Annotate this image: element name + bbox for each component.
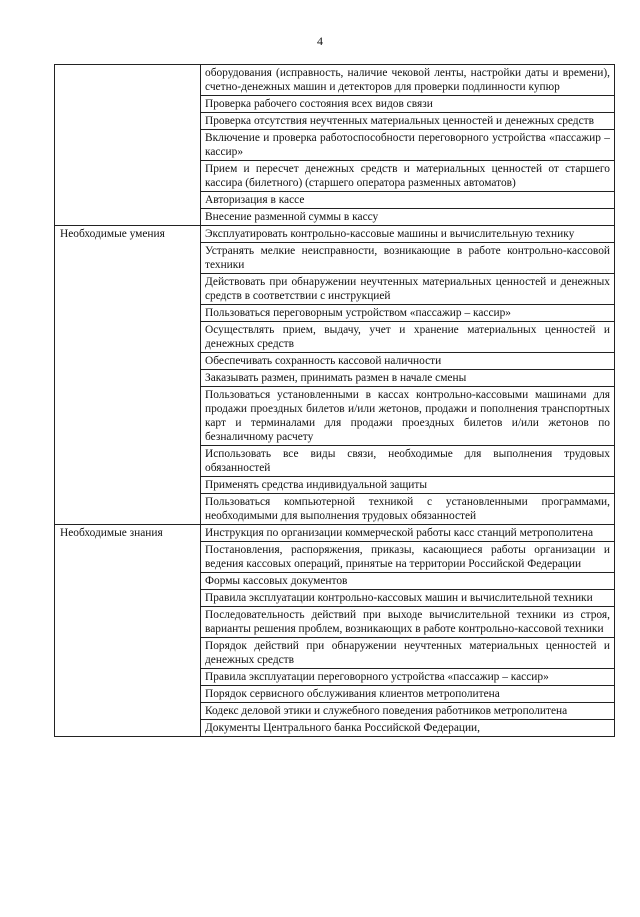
section-item: Пользоваться компьютерной техникой с установленными программами, необходимыми для выполнения трудовых обязанностей xyxy=(201,494,615,525)
section-item: Проверка отсутствия неучтенных материальных ценностей и денежных средств xyxy=(201,113,615,130)
section-item: Постановления, распоряжения, приказы, касающиеся работы организации и ведения кассовых операций, принятые на территории Российской Федерации xyxy=(201,542,615,573)
section-item: Использовать все виды связи, необходимые для выполнения трудовых обязанностей xyxy=(201,446,615,477)
section-item: Заказывать размен, принимать размен в начале смены xyxy=(201,370,615,387)
section-item: Последовательность действий при выходе вычислительной техники из строя, варианты решения проблем, возникающих в работе контрольно-кассовой техники xyxy=(201,607,615,638)
section-item: Формы кассовых документов xyxy=(201,573,615,590)
section-item: Внесение разменной суммы в кассу xyxy=(201,209,615,226)
section-item: Документы Центрального банка Российской Федерации, xyxy=(201,720,615,737)
table-body xyxy=(55,65,615,737)
section-item: Кодекс деловой этики и служебного поведения работников метрополитена xyxy=(201,703,615,720)
section-item: Обеспечивать сохранность кассовой наличности xyxy=(201,353,615,370)
section-item: Порядок действий при обнаружении неучтенных материальных ценностей и денежных средств xyxy=(201,638,615,669)
section-item: Включение и проверка работоспособности переговорного устройства «пассажир – кассир» xyxy=(201,130,615,161)
section-item: Прием и пересчет денежных средств и материальных ценностей от старшего кассира (билетного) (старшего оператора разменных автоматов) xyxy=(201,161,615,192)
table-row xyxy=(55,525,615,542)
section-label xyxy=(55,65,201,226)
section-item: оборудования (исправность, наличие чековой ленты, настройки даты и времени), счетно-денежных машин и детекторов для проверки подлинности купюр xyxy=(201,65,615,96)
section-item: Правила эксплуатации контрольно-кассовых машин и вычислительной техники xyxy=(201,590,615,607)
requirements-table xyxy=(54,64,615,737)
section-item: Пользоваться установленными в кассах контрольно-кассовыми машинами для продажи проездных билетов и/или жетонов, продажи и пополнения транспортных карт и терминалами для продажи проездных билетов и/или жетонов по безналичному расчету xyxy=(201,387,615,446)
section-item: Проверка рабочего состояния всех видов связи xyxy=(201,96,615,113)
section-item: Эксплуатировать контрольно-кассовые машины и вычислительную технику xyxy=(201,226,615,243)
section-label: Необходимые знания xyxy=(55,525,201,737)
section-item: Устранять мелкие неисправности, возникающие в работе контрольно-кассовой техники xyxy=(201,243,615,274)
table-row xyxy=(55,226,615,243)
section-item: Правила эксплуатации переговорного устройства «пассажир – кассир» xyxy=(201,669,615,686)
section-label: Необходимые умения xyxy=(55,226,201,525)
page-number: 4 xyxy=(317,34,323,48)
section-item: Пользоваться переговорным устройством «пассажир – кассир» xyxy=(201,305,615,322)
section-item: Осуществлять прием, выдачу, учет и хранение материальных ценностей и денежных средств xyxy=(201,322,615,353)
section-item: Инструкция по организации коммерческой работы касс станций метрополитена xyxy=(201,525,615,542)
section-item: Применять средства индивидуальной защиты xyxy=(201,477,615,494)
table-row xyxy=(55,65,615,96)
section-item: Действовать при обнаружении неучтенных материальных ценностей и денежных средств в соответствии с инструкцией xyxy=(201,274,615,305)
section-item: Авторизация в кассе xyxy=(201,192,615,209)
section-item: Порядок сервисного обслуживания клиентов метрополитена xyxy=(201,686,615,703)
